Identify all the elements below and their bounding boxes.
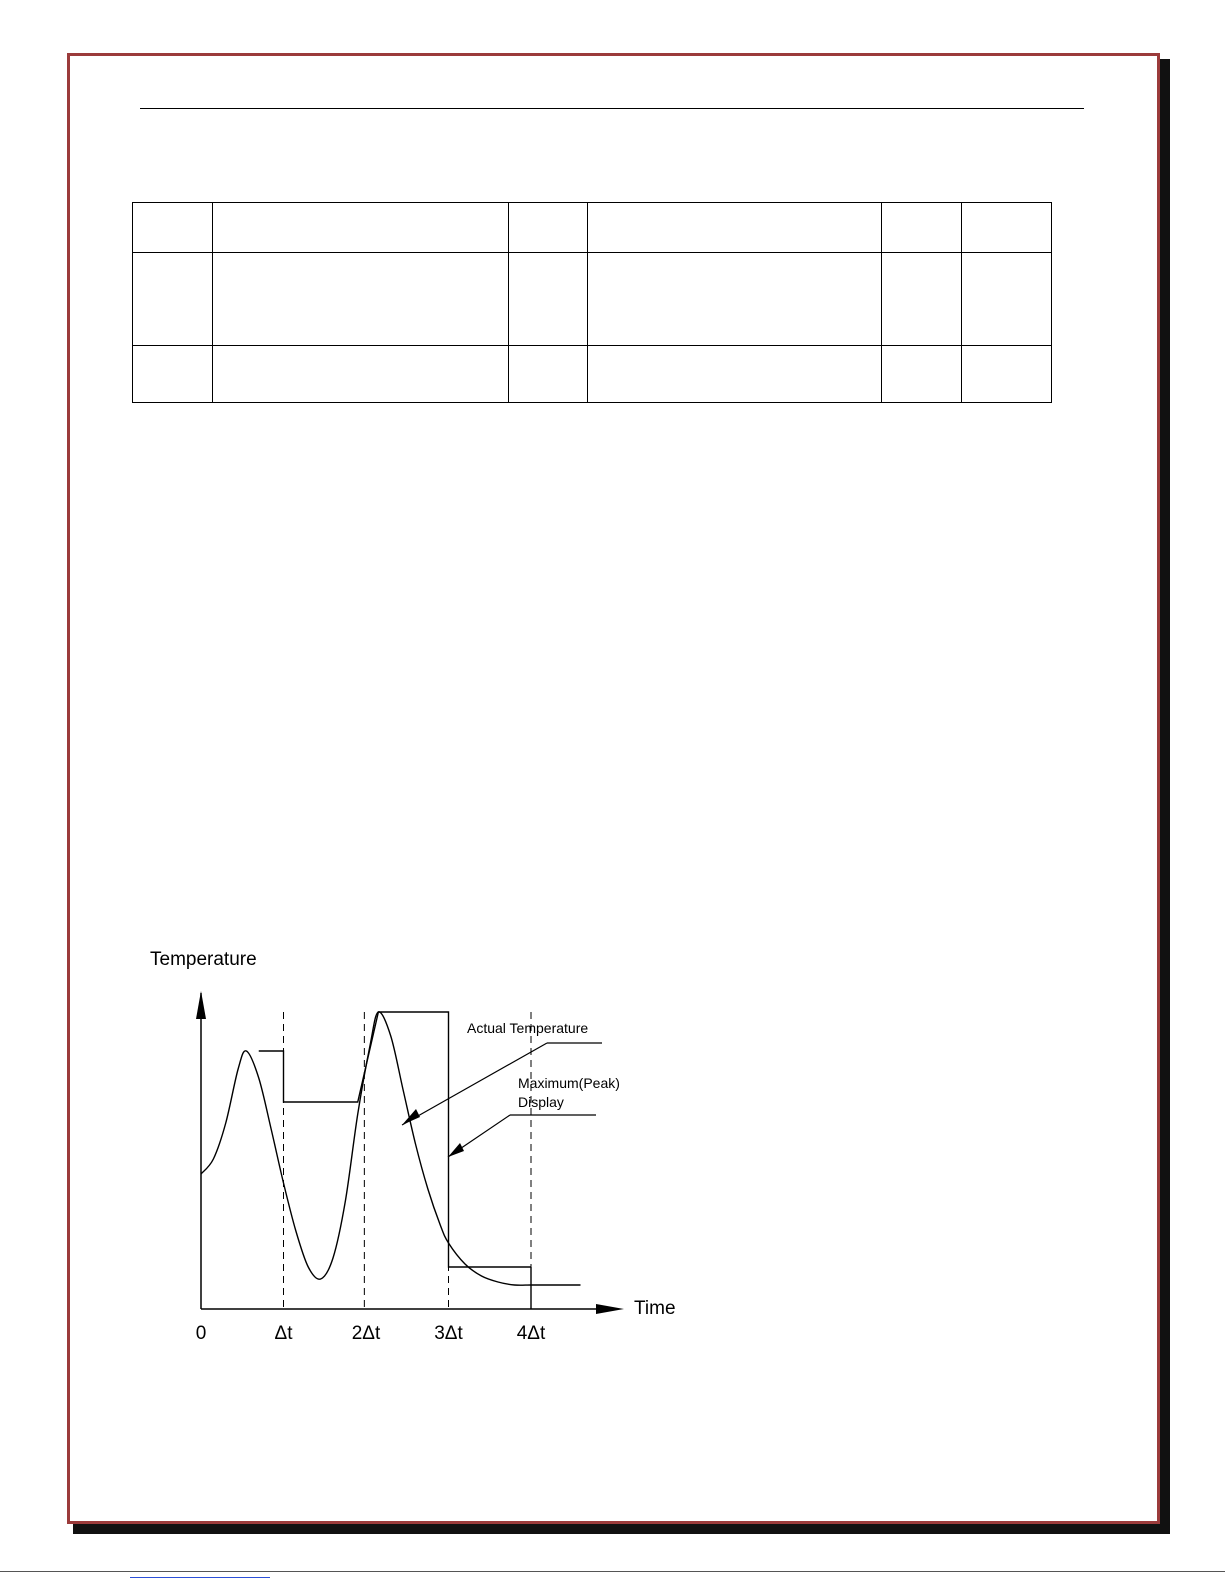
table-cell bbox=[509, 203, 588, 253]
x-tick-label: 2Δt bbox=[351, 1323, 381, 1344]
x-tick-label: Δt bbox=[274, 1323, 293, 1344]
actual-temperature-curve bbox=[201, 1012, 581, 1285]
peak-display-arrowhead bbox=[448, 1143, 464, 1157]
spec-table bbox=[132, 202, 1052, 403]
table-cell bbox=[133, 253, 213, 346]
actual-temperature-annotation: Actual Temperature bbox=[467, 1020, 589, 1036]
peak-display-annotation-line1: Maximum(Peak) bbox=[518, 1075, 620, 1091]
table-cell bbox=[882, 346, 962, 403]
x-axis-arrow bbox=[596, 1304, 624, 1314]
footer-link-underline[interactable] bbox=[130, 1577, 270, 1578]
table-cell bbox=[509, 346, 588, 403]
table-row bbox=[133, 253, 1052, 346]
temperature-peak-chart bbox=[140, 945, 700, 1365]
table-cell bbox=[213, 253, 509, 346]
table-cell bbox=[882, 253, 962, 346]
table-cell bbox=[509, 253, 588, 346]
table-row bbox=[133, 346, 1052, 403]
table-cell bbox=[588, 346, 882, 403]
x-tick-label: 0 bbox=[195, 1323, 207, 1344]
x-tick-label: 4Δt bbox=[516, 1323, 546, 1344]
peak-display-annotation-line2: Display bbox=[518, 1094, 564, 1110]
table-cell bbox=[962, 203, 1052, 253]
table-cell bbox=[133, 203, 213, 253]
table-row bbox=[133, 203, 1052, 253]
table-cell bbox=[588, 203, 882, 253]
table-cell bbox=[962, 346, 1052, 403]
y-axis-label: Temperature bbox=[150, 949, 257, 970]
table-cell bbox=[213, 203, 509, 253]
table-cell bbox=[962, 253, 1052, 346]
table-cell bbox=[588, 253, 882, 346]
x-tick-label: 3Δt bbox=[434, 1323, 463, 1344]
table-cell bbox=[882, 203, 962, 253]
header-rule bbox=[140, 108, 1084, 109]
x-axis-label: Time bbox=[634, 1298, 676, 1319]
footer-rule bbox=[0, 1571, 1225, 1572]
table-cell bbox=[133, 346, 213, 403]
y-axis-arrow bbox=[196, 991, 206, 1019]
table-cell bbox=[213, 346, 509, 403]
